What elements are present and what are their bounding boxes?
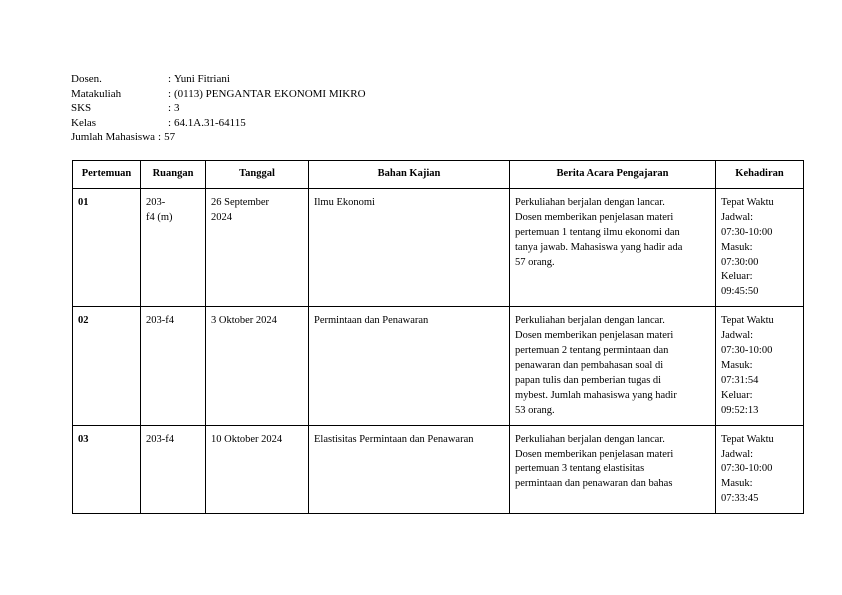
cell-line: Tepat Waktu	[721, 315, 774, 327]
cell-line: Jadwal:	[721, 448, 754, 460]
cell-ruangan	[141, 307, 206, 425]
attendance-table	[72, 160, 804, 514]
cell-pertemuan: 03	[73, 425, 141, 514]
cell-line: Perkuliahan berjalan dengan lancar.	[515, 433, 665, 445]
cell-line: Dosen memberikan penjelasan materi	[515, 448, 674, 460]
cell-line: Dosen memberikan penjelasan materi	[515, 330, 674, 342]
cell-line: mybest. Jumlah mahasiswa yang hadir	[515, 389, 677, 401]
info-row-kelas	[71, 116, 431, 131]
cell-ruangan	[141, 188, 206, 306]
cell-line: 07:30-10:00	[721, 345, 773, 357]
cell-line: 07:30-10:00	[721, 226, 773, 238]
cell-line: Keluar:	[721, 389, 753, 401]
course-info	[71, 72, 431, 145]
cell-line: pertemuan 3 tentang elastisitas	[515, 463, 645, 475]
info-row-dosen	[71, 72, 431, 87]
cell-kehadiran	[716, 188, 804, 306]
cell-line: f4 (m)	[146, 211, 173, 223]
info-value: (0113) PENGANTAR EKONOMI MIKRO	[174, 87, 366, 100]
cell-bahan-kajian: Elastisitas Permintaan dan Penawaran	[309, 425, 510, 514]
cell-line: 3 Oktober 2024	[211, 315, 277, 327]
cell-line: 10 Oktober 2024	[211, 433, 283, 445]
cell-pertemuan: 02	[73, 307, 141, 425]
info-row-sks	[71, 101, 431, 116]
info-value: 64.1A.31-64115	[174, 116, 246, 129]
cell-kehadiran	[716, 307, 804, 425]
cell-pertemuan: 01	[73, 188, 141, 306]
info-separator: :	[168, 73, 172, 85]
cell-bahan-kajian: Permintaan dan Penawaran	[309, 307, 510, 425]
cell-line: Tepat Waktu	[721, 196, 774, 208]
header-bahan-kajian: Bahan Kajian	[309, 161, 510, 189]
cell-line: 203-f4	[146, 315, 174, 327]
header-tanggal: Tanggal	[206, 161, 309, 189]
cell-tanggal	[206, 188, 309, 306]
info-value: 3	[174, 102, 180, 115]
cell-line: permintaan dan penawaran dan bahas	[515, 478, 673, 490]
info-label: Matakuliah	[71, 87, 122, 100]
header-berita-acara: Berita Acara Pengajaran	[510, 161, 716, 189]
cell-line: 203-	[146, 196, 166, 208]
table-row	[73, 188, 804, 306]
cell-line: Jadwal:	[721, 330, 754, 342]
cell-tanggal	[206, 425, 309, 514]
cell-line: 203-f4	[146, 433, 174, 445]
info-value: Yuni Fitriani	[174, 73, 230, 85]
cell-line: pertemuan 2 tentang permintaan dan	[515, 345, 669, 357]
cell-line: Masuk:	[721, 359, 753, 371]
info-separator: :	[168, 102, 172, 115]
cell-tanggal	[206, 307, 309, 425]
info-value: 57	[164, 131, 176, 144]
header-pertemuan: Pertemuan	[73, 161, 141, 189]
info-label: Kelas	[71, 116, 97, 129]
cell-ruangan	[141, 425, 206, 514]
cell-line: Masuk:	[721, 241, 753, 253]
info-row-matakuliah	[71, 87, 431, 102]
cell-line: Keluar:	[721, 271, 753, 283]
cell-berita-acara	[510, 425, 716, 514]
cell-bahan-kajian: Ilmu Ekonomi	[309, 188, 510, 306]
info-label: SKS	[71, 102, 92, 115]
table-row	[73, 307, 804, 425]
cell-line: tanya jawab. Mahasiswa yang hadir ada	[515, 241, 683, 253]
info-label: Dosen.	[71, 73, 102, 85]
cell-line: 07:31:54	[721, 374, 759, 386]
cell-line: 09:45:50	[721, 286, 759, 298]
cell-line: Jadwal:	[721, 211, 754, 223]
cell-line: Perkuliahan berjalan dengan lancar.	[515, 315, 665, 327]
cell-line: Perkuliahan berjalan dengan lancar.	[515, 196, 665, 208]
info-row-jumlah-mahasiswa	[71, 130, 431, 145]
table-header-row	[73, 161, 804, 189]
info-separator: :	[158, 131, 162, 144]
info-label: Jumlah Mahasiswa	[71, 131, 156, 144]
cell-line: 57 orang.	[515, 256, 555, 268]
cell-berita-acara	[510, 307, 716, 425]
cell-berita-acara	[510, 188, 716, 306]
cell-line: penawaran dan pembahasan soal di	[515, 359, 664, 371]
cell-kehadiran	[716, 425, 804, 514]
info-separator: :	[168, 116, 172, 129]
header-kehadiran: Kehadiran	[716, 161, 804, 189]
cell-line: 2024	[211, 211, 232, 223]
cell-line: papan tulis dan pemberian tugas di	[515, 374, 662, 386]
header-ruangan: Ruangan	[141, 161, 206, 189]
table-row	[73, 425, 804, 514]
info-separator: :	[168, 87, 172, 100]
cell-line: Masuk:	[721, 478, 753, 490]
cell-line: 07:33:45	[721, 493, 759, 505]
cell-line: 07:30-10:00	[721, 463, 773, 475]
cell-line: Dosen memberikan penjelasan materi	[515, 211, 674, 223]
cell-line: 07:30:00	[721, 256, 759, 268]
cell-line: 53 orang.	[515, 404, 555, 416]
cell-line: pertemuan 1 tentang ilmu ekonomi dan	[515, 226, 680, 238]
cell-line: 26 September	[211, 196, 270, 208]
cell-line: Tepat Waktu	[721, 433, 774, 445]
cell-line: 09:52:13	[721, 404, 759, 416]
